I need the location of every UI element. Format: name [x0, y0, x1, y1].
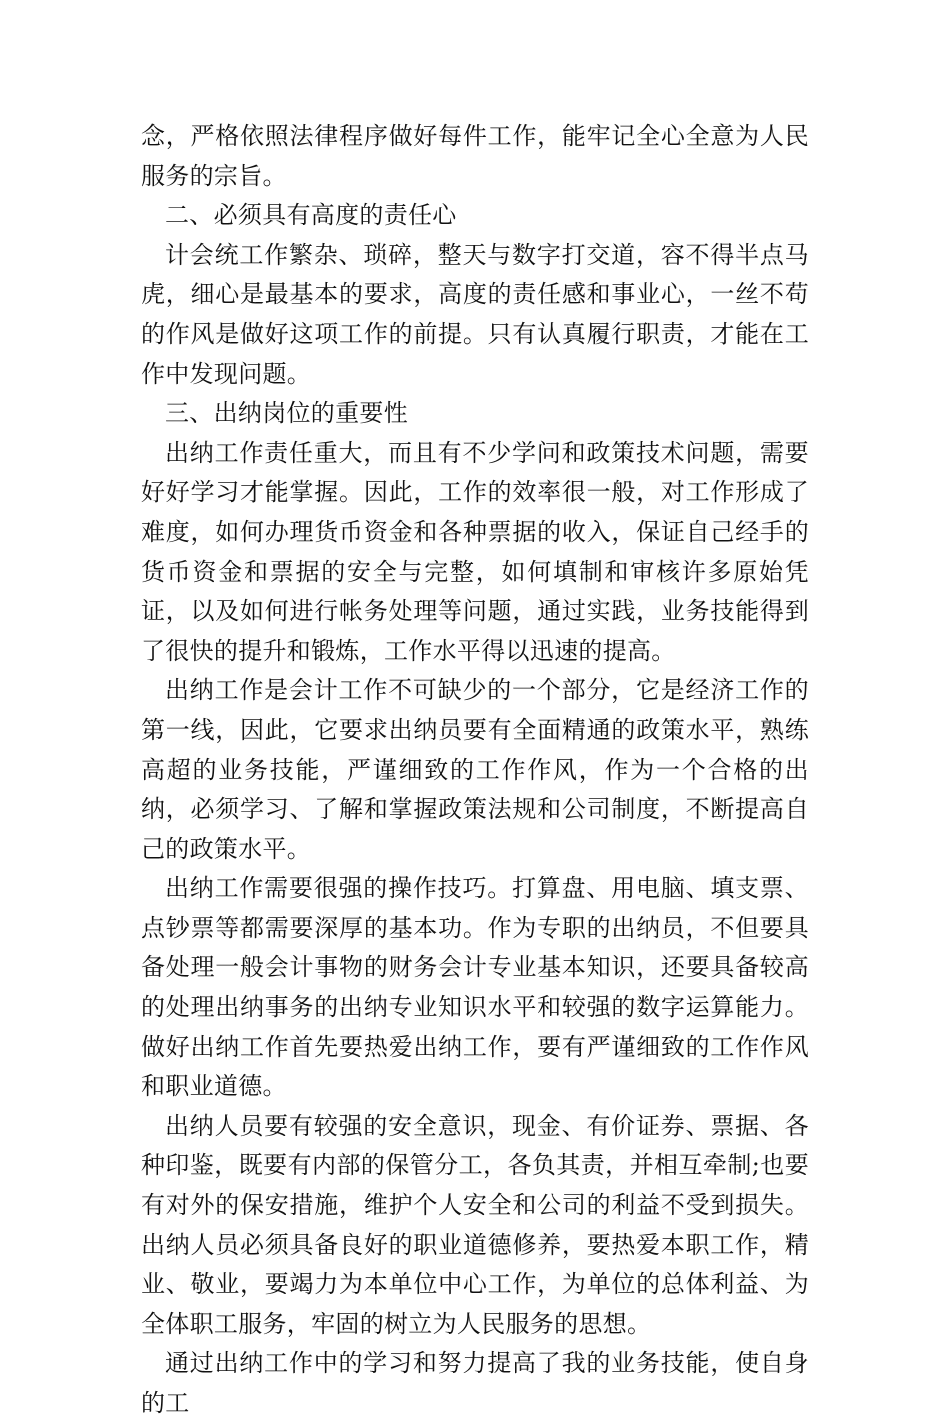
document-page — [141, 117, 809, 1424]
section-heading-responsibility: 二、必须具有高度的责任心 — [165, 201, 457, 230]
paragraph-cashier-improvement: 通过出纳工作中的学习和努力提高了我的业务技能，使自身的工 — [141, 1349, 809, 1417]
section-heading-cashier-importance: 三、出纳岗位的重要性 — [165, 399, 408, 428]
paragraph-cashier-responsibility: 出纳工作责任重大，而且有不少学问和政策技术问题，需要好好学习才能掌握。因此，工作的效率很一般，对工作形成了难度，如何办理货币资金和各种票据的收入，保证自己经手的货币资金和票据的安全与完整，如何填制和审核许多原始凭证，以及如何进行帐务处理等问题，通过实践，业务技能得到了很快的提升和锻炼，工作水平得以迅速的提高。 — [141, 438, 809, 665]
paragraph-continued: 念，严格依照法律程序做好每件工作，能牢记全心全意为人民服务的宗旨。 — [141, 122, 809, 190]
paragraph-responsibility: 计会统工作繁杂、琐碎，整天与数字打交道，容不得半点马虎，细心是最基本的要求，高度的责任感和事业心，一丝不苟的作风是做好这项工作的前提。只有认真履行职责，才能在工作中发现问题。 — [141, 240, 809, 388]
paragraph-cashier-safety: 出纳人员要有较强的安全意识，现金、有价证券、票据、各种印鉴，既要有内部的保管分工，各负其责，并相互牵制;也要有对外的保安措施，维护个人安全和公司的利益不受到损失。出纳人员必须具备良好的职业道德修养，要热爱本职工作，精业、敬业，要竭力为本单位中心工作，为单位的总体利益、为全体职工服务，牢固的树立为人民服务的思想。 — [141, 1111, 809, 1338]
paragraph-cashier-skills: 出纳工作需要很强的操作技巧。打算盘、用电脑、填支票、点钞票等都需要深厚的基本功。作为专职的出纳员，不但要具备处理一般会计事物的财务会计专业基本知识，还要具备较高的处理出纳事务的出纳专业知识水平和较强的数字运算能力。做好出纳工作首先要热爱出纳工作，要有严谨细致的工作作风和职业道德。 — [141, 874, 809, 1101]
paragraph-cashier-frontline: 出纳工作是会计工作不可缺少的一个部分，它是经济工作的第一线，因此，它要求出纳员要有全面精通的政策水平，熟练高超的业务技能，严谨细致的工作作风，作为一个合格的出纳，必须学习、了解和掌握政策法规和公司制度，不断提高自己的政策水平。 — [141, 676, 809, 863]
